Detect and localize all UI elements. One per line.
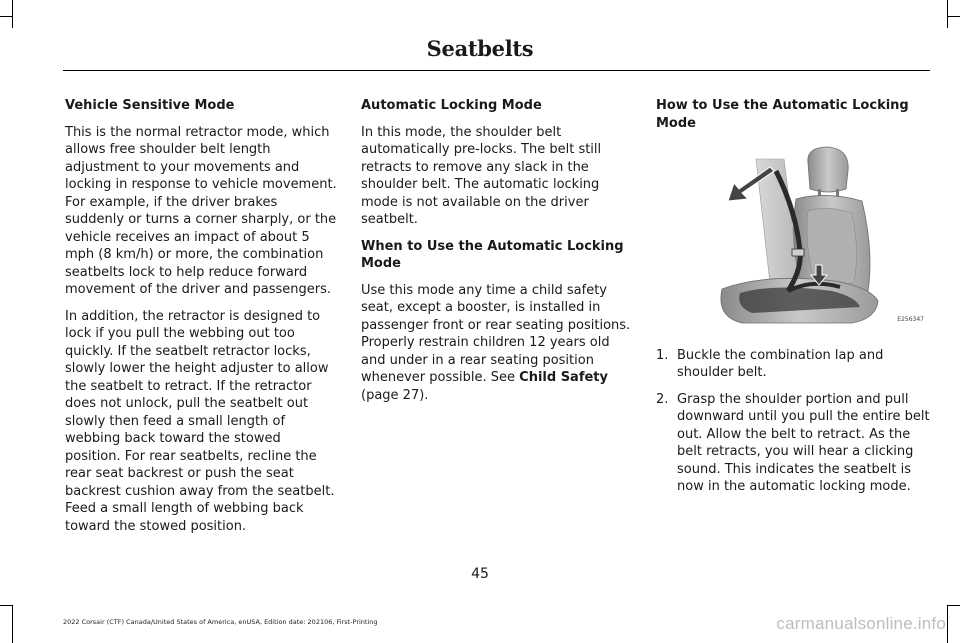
page-number: 45 xyxy=(471,566,489,582)
column-3 xyxy=(656,97,930,505)
heading-how-to-use: How to Use the Automatic Locking Mode xyxy=(656,98,909,131)
paragraph-when-to-use-text: Use this mode any time a child safety seat, except a booster, is installed in passenger front or rear seating positions. Properly restrain children 12 years old and under in a rear seating position whenever possible. See xyxy=(361,282,631,385)
child-safety-link[interactable]: Child Safety xyxy=(519,370,608,385)
crop-mark-top-right-h xyxy=(948,16,960,17)
page-reference: (page 27). xyxy=(361,387,429,403)
column-1 xyxy=(65,97,337,544)
crop-mark-bottom-right-v xyxy=(947,605,948,643)
paragraph-retractor-lock: In addition, the retractor is designed to lock if you pull the webbing out too quickly. If the seatbelt retractor locks, slowly lower the height adjuster to allow the seatbelt to retract. If the retractor does not unlock, pull the seatbelt out slowly then feed a small length of webbing back toward the stowed position. For rear seatbelts, recline the rear seat backrest or push the seat backrest cushion away from the seatbelt. Feed a small length of webbing back toward the stowed position. xyxy=(65,308,335,534)
seat-illustration xyxy=(656,141,930,327)
step-text: Grasp the shoulder portion and pull downward until you pull the entire belt out. Allow the belt to retract. As the belt retracts, you will hear a clicking sound. This indicates the seatbelt is now in the automatic locking mode. xyxy=(677,391,930,494)
column-2 xyxy=(361,97,633,413)
footer-edition: 2022 Corsair (CTF) Canada/United States of America, enUSA, Edition date: 202106, First-Printing xyxy=(63,618,378,626)
crop-mark-bottom-right-h xyxy=(948,605,960,606)
crop-mark-top-left-h xyxy=(0,16,12,17)
paragraph-when-to-use xyxy=(361,282,633,405)
heading-automatic-locking-mode: Automatic Locking Mode xyxy=(361,98,542,113)
crop-mark-bottom-left-v xyxy=(12,605,13,643)
paragraph-normal-mode: This is the normal retractor mode, which allows free shoulder belt length adjustment to your movements and locking in response to vehicle movement. For example, if the driver brakes suddenly or turns a corner sharply, or the vehicle receives an impact of about 5 mph (8 km/h) or more, the combination seatbelts lock to help reduce forward movement of the driver and passengers. xyxy=(65,124,337,297)
crop-mark-bottom-left-h xyxy=(0,605,12,606)
crop-mark-top-left-v xyxy=(12,0,13,28)
watermark: carmanualsonline.info xyxy=(776,614,946,633)
step-number: 2. xyxy=(656,391,669,407)
header-rule xyxy=(63,70,930,71)
paragraph-automatic-mode: In this mode, the shoulder belt automatically pre-locks. The belt still retracts to remove any slack in the shoulder belt. The automatic locking mode is not available on the driver seatbelt. xyxy=(361,124,602,227)
list-item xyxy=(656,347,930,382)
figure-code: E256347 xyxy=(897,316,924,323)
step-text: Buckle the combination lap and shoulder belt. xyxy=(677,347,884,380)
steps-list xyxy=(656,347,930,496)
list-item xyxy=(656,391,930,496)
page-title: Seatbelts xyxy=(426,36,534,61)
step-number: 1. xyxy=(656,347,669,363)
crop-mark-top-right-v xyxy=(947,0,948,28)
heading-vehicle-sensitive-mode: Vehicle Sensitive Mode xyxy=(65,98,235,113)
heading-when-to-use: When to Use the Automatic Locking Mode xyxy=(361,238,624,271)
